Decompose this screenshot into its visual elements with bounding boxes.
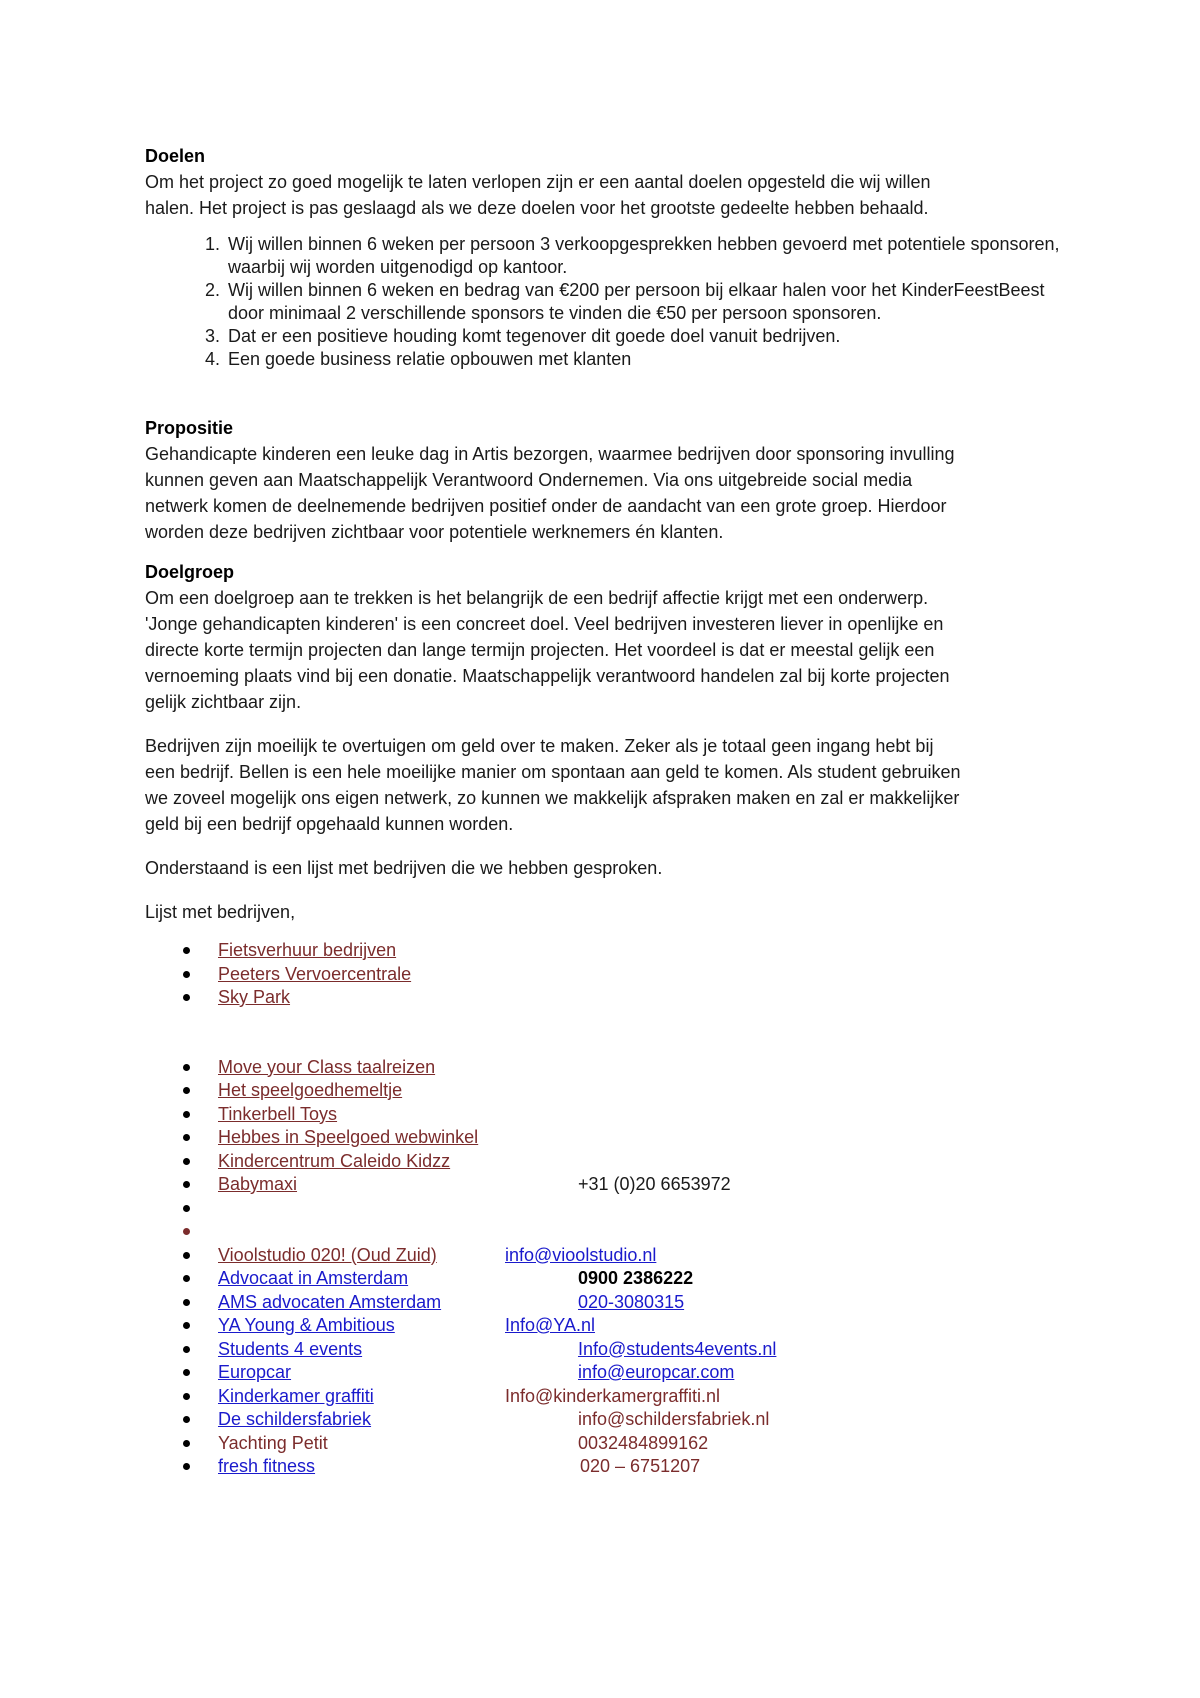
bullet-icon bbox=[183, 1111, 190, 1118]
list-item bbox=[145, 1079, 1075, 1103]
company-link[interactable]: Babymaxi bbox=[218, 1174, 298, 1194]
bullet-icon bbox=[183, 1416, 190, 1423]
company-link[interactable]: Sky Park bbox=[218, 987, 291, 1007]
doelgroep-para2-line: een bedrijf. Bellen is een hele moeilijke manier om spontaan aan geld te komen. Als student gebruiken bbox=[145, 762, 961, 782]
doelgroep-para1-line: vernoeming plaats vind bij een donatie. Maatschappelijk verantwoord handelen zal bij korte projecten bbox=[145, 666, 950, 686]
company-link[interactable]: Students 4 events bbox=[218, 1338, 363, 1359]
company-contact: info@schildersfabriek.nl bbox=[578, 1409, 770, 1429]
propositie-line: Gehandicapte kinderen een leuke dag in Artis bezorgen, waarmee bedrijven door sponsoring invulling bbox=[145, 444, 955, 464]
company-list-2 bbox=[145, 1056, 1075, 1479]
bullet-icon bbox=[183, 1064, 190, 1071]
doelen-item: 1. Wij willen binnen 6 weken per persoon 3 verkoopgesprekken hebben gevoerd met potentiele sponsoren, waarbij wij worden uitgenodigd op kantoor. bbox=[225, 233, 1075, 279]
company-link[interactable]: Fietsverhuur bedrijven bbox=[218, 940, 397, 960]
spacer bbox=[145, 925, 1075, 939]
doelgroep-para2-line: we zoveel mogelijk ons eigen netwerk, zo kunnen we makkelijk afspraken maken en zal er makkelijker bbox=[145, 788, 960, 808]
bullet-icon bbox=[183, 1252, 190, 1259]
doelgroep-para1-line: directe korte termijn projecten dan lange termijn projecten. Het voordeel is dat er meestal gelijk een bbox=[145, 640, 935, 660]
company-link[interactable]: Kindercentrum Caleido Kidzz bbox=[218, 1150, 451, 1171]
bullet-icon bbox=[183, 1440, 190, 1447]
company-contact: Info@kinderkamergraffiti.nl bbox=[505, 1385, 721, 1406]
spacer bbox=[145, 1010, 1075, 1056]
doelgroep-para3: Onderstaand is een lijst met bedrijven die we hebben gesproken. bbox=[145, 858, 663, 878]
spacer bbox=[145, 371, 1075, 415]
list-item bbox=[145, 1408, 1075, 1432]
company-link[interactable]: Europcar bbox=[218, 1362, 292, 1382]
doelgroep-para4: Lijst met bedrijven, bbox=[145, 902, 296, 922]
list-item bbox=[145, 939, 1075, 963]
company-contact-link[interactable]: info@vioolstudio.nl bbox=[505, 1244, 657, 1265]
list-item bbox=[145, 1314, 1075, 1338]
company-link[interactable]: Vioolstudio 020! (Oud Zuid) bbox=[218, 1244, 437, 1265]
list-item bbox=[145, 1267, 1075, 1291]
bullet-icon bbox=[183, 1275, 190, 1282]
spacer bbox=[145, 545, 1075, 559]
company-contact: 020 – 6751207 bbox=[580, 1456, 701, 1476]
company-link[interactable]: Move your Class taalreizen bbox=[218, 1056, 436, 1077]
list-item bbox=[145, 1455, 1075, 1479]
list-item bbox=[145, 1432, 1075, 1456]
list-item bbox=[145, 1220, 1075, 1244]
doelen-intro-line1: Om het project zo goed mogelijk te laten verlopen zijn er een aantal doelen opgesteld die wij willen bbox=[145, 172, 931, 192]
company-contact: +31 (0)20 6653972 bbox=[578, 1174, 731, 1194]
list-item bbox=[145, 1126, 1075, 1150]
bullet-icon bbox=[183, 1369, 190, 1376]
list-item bbox=[145, 1056, 1075, 1080]
bullet-icon bbox=[183, 1299, 190, 1306]
list-item bbox=[145, 1361, 1075, 1385]
spacer bbox=[145, 715, 1075, 733]
doelen-list bbox=[145, 233, 1075, 371]
list-item bbox=[145, 963, 1075, 987]
doelen-intro-line2: halen. Het project is pas geslaagd als we deze doelen voor het grootste gedeelte hebben behaald. bbox=[145, 198, 929, 218]
bullet-icon bbox=[183, 1322, 190, 1329]
company-link[interactable]: fresh fitness bbox=[218, 1456, 316, 1476]
company-contact-link[interactable]: Info@YA.nl bbox=[505, 1315, 595, 1335]
propositie-line: netwerk komen de deelnemende bedrijven positief onder de aandacht van een grote groep. Hierdoor bbox=[145, 496, 947, 516]
doelgroep-para2-line: Bedrijven zijn moeilijk te overtuigen om geld over te maken. Zeker als je totaal geen ingang hebt bij bbox=[145, 736, 934, 756]
bullet-icon bbox=[183, 1134, 190, 1141]
bullet-icon bbox=[183, 947, 190, 954]
bullet-icon bbox=[183, 1087, 190, 1094]
company-link[interactable]: Peeters Vervoercentrale bbox=[218, 963, 412, 984]
company-contact-link[interactable]: info@europcar.com bbox=[578, 1362, 735, 1382]
list-item bbox=[145, 1197, 1075, 1221]
list-item bbox=[145, 1150, 1075, 1174]
doelen-item: 3. Dat er een positieve houding komt tegenover dit goede doel vanuit bedrijven. bbox=[225, 325, 1075, 348]
company-link[interactable]: Advocaat in Amsterdam bbox=[218, 1268, 409, 1288]
company-link[interactable]: De schildersfabriek bbox=[218, 1409, 372, 1429]
doelgroep-para1-line: 'Jonge gehandicapten kinderen' is een concreet doel. Veel bedrijven investeren liever in openlijke en bbox=[145, 614, 944, 634]
company-link[interactable]: Het speelgoedhemeltje bbox=[218, 1080, 403, 1100]
list-item bbox=[145, 1338, 1075, 1362]
company-list-1 bbox=[145, 939, 1075, 1010]
bullet-icon bbox=[183, 1158, 190, 1165]
spacer bbox=[145, 837, 1075, 855]
bullet-icon bbox=[183, 1463, 190, 1470]
bullet-icon bbox=[183, 1346, 190, 1353]
company-contact-link[interactable]: Info@students4events.nl bbox=[578, 1338, 777, 1359]
doelgroep-para2-line: geld bij een bedrijf opgehaald kunnen worden. bbox=[145, 814, 514, 834]
bullet-icon bbox=[183, 971, 190, 978]
doelgroep-para1-line: gelijk zichtbaar zijn. bbox=[145, 692, 302, 712]
company-name: Yachting Petit bbox=[218, 1432, 328, 1453]
company-link[interactable]: AMS advocaten Amsterdam bbox=[218, 1291, 442, 1312]
company-contact: 0032484899162 bbox=[578, 1432, 709, 1453]
company-link[interactable]: Hebbes in Speelgoed webwinkel bbox=[218, 1127, 479, 1147]
heading-propositie: Propositie bbox=[145, 418, 234, 438]
heading-doelen: Doelen bbox=[145, 146, 206, 166]
bullet-icon bbox=[183, 1228, 190, 1235]
list-item bbox=[145, 1173, 1075, 1197]
list-item bbox=[145, 986, 1075, 1010]
list-item bbox=[145, 1291, 1075, 1315]
document-body bbox=[145, 143, 1075, 1479]
bullet-icon bbox=[183, 1181, 190, 1188]
propositie-line: kunnen geven aan Maatschappelijk Verantwoord Ondernemen. Via ons uitgebreide social media bbox=[145, 470, 913, 490]
doelen-item: 2. Wij willen binnen 6 weken en bedrag van €200 per persoon bij elkaar halen voor het KinderFeestBeest door minimaal 2 verschillende sponsors te vinden die €50 per persoon sponsoren. bbox=[225, 279, 1075, 325]
company-link[interactable]: Kinderkamer graffiti bbox=[218, 1385, 374, 1406]
list-item bbox=[145, 1103, 1075, 1127]
bullet-icon bbox=[183, 1205, 190, 1212]
heading-doelgroep: Doelgroep bbox=[145, 562, 235, 582]
company-link[interactable]: Tinkerbell Toys bbox=[218, 1103, 338, 1124]
doelen-item: 4. Een goede business relatie opbouwen met klanten bbox=[225, 348, 1075, 371]
company-link[interactable]: YA Young & Ambitious bbox=[218, 1315, 395, 1335]
list-item bbox=[145, 1244, 1075, 1268]
spacer bbox=[145, 881, 1075, 899]
company-contact: 0900 2386222 bbox=[578, 1268, 694, 1288]
propositie-line: worden deze bedrijven zichtbaar voor potentiele werknemers én klanten. bbox=[145, 522, 724, 542]
bullet-icon bbox=[183, 1393, 190, 1400]
company-contact-link[interactable]: 020-3080315 bbox=[578, 1291, 685, 1312]
list-item bbox=[145, 1385, 1075, 1409]
doelgroep-para1-line: Om een doelgroep aan te trekken is het belangrijk de een bedrijf affectie krijgt met een onderwerp. bbox=[145, 588, 929, 608]
bullet-icon bbox=[183, 994, 190, 1001]
